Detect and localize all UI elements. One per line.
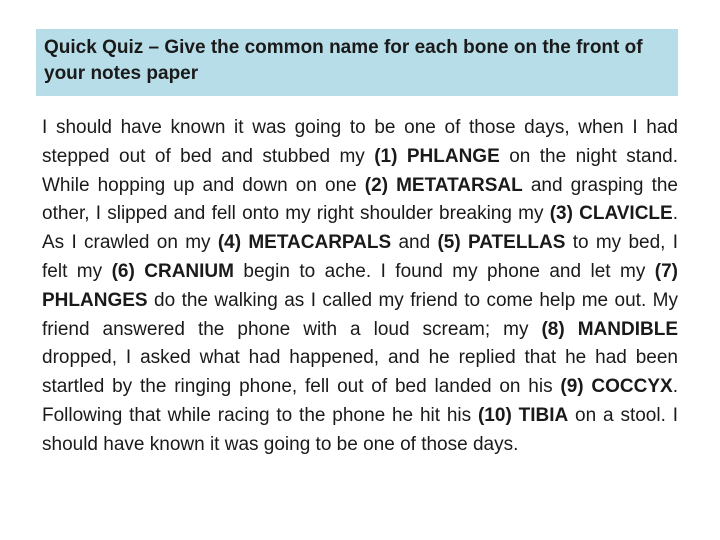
bone-term: (2) METATARSAL	[364, 174, 523, 196]
slide-title: Quick Quiz – Give the common name for each bone on the front of your notes paper	[44, 37, 643, 84]
story-text: begin to ache. I found my phone and let my	[233, 260, 655, 282]
story-text: . Following that while racing to the phone he hit his	[42, 376, 678, 426]
bone-term: (1) PHLANGE	[374, 145, 500, 167]
story-text: and	[391, 232, 438, 254]
story-text: . As I crawled on my	[42, 203, 678, 254]
story-text: dropped, I asked what had happened, and he replied that he had been startled by the ringing phone, fell out of bed landed on his	[42, 347, 678, 398]
bone-term: (10) TIBIA	[477, 404, 569, 426]
bone-term: (6) CRANIUM	[111, 260, 234, 282]
story-text: and grasping the other, I slipped and fell onto my right shoulder breaking my	[42, 174, 678, 225]
bone-term: (3) CLAVICLE	[549, 203, 673, 225]
bone-term: (4) METACARPALS	[217, 232, 392, 254]
story-text: on the night stand. While hopping up and down on one	[42, 145, 678, 196]
story-text: I should have known it was going to be one of those days, when I had stepped out of bed and stubbed my	[42, 117, 678, 167]
story-text: do the walking as I called my friend to come help me out. My friend answered the phone with a loud scream; my	[42, 289, 678, 340]
story-text: to my bed, I felt my	[42, 232, 679, 282]
story-text: on a stool. I should have known it was going to be one of those days.	[42, 404, 678, 455]
bone-term: (5) PATELLAS	[437, 232, 566, 254]
bone-term: (9) COCCYX	[560, 376, 673, 398]
bone-term: (8) MANDIBLE	[541, 318, 678, 340]
title-banner	[36, 29, 678, 96]
bone-term: (7) PHLANGES	[42, 260, 679, 311]
story-paragraph	[42, 114, 678, 460]
